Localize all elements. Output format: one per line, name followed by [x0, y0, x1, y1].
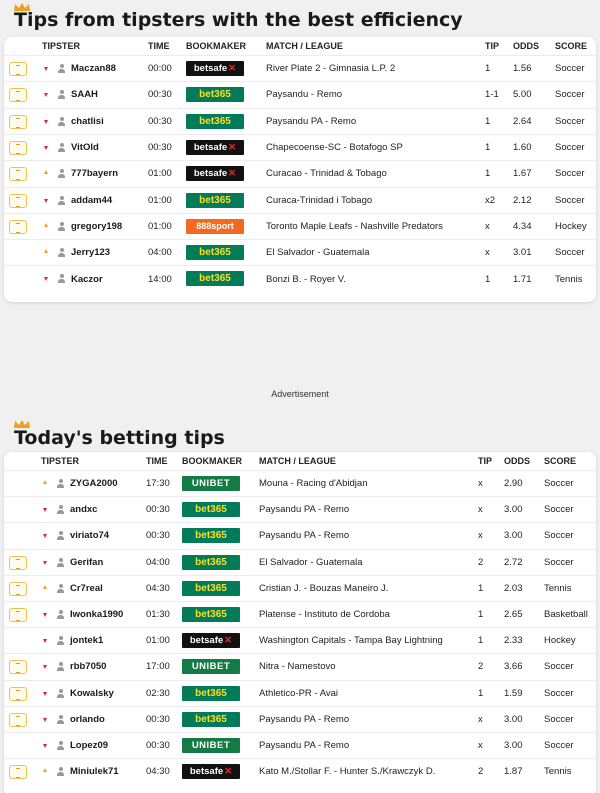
trend-down-icon	[44, 277, 48, 281]
sport-label: Soccer	[544, 504, 574, 516]
tip-time: 00:30	[148, 89, 172, 101]
user-icon	[58, 222, 65, 231]
header-match: MATCH / LEAGUE	[259, 456, 336, 466]
bookmaker-logo-bet365[interactable]	[182, 581, 240, 596]
tip-value: 1	[485, 168, 491, 180]
tip-value: x	[478, 530, 483, 542]
match-link[interactable]: Curacao - Trinidad & Tobago	[266, 168, 387, 180]
tip-time: 00:30	[146, 530, 170, 542]
tip-time: 04:00	[148, 247, 172, 259]
tipster-name[interactable]: orlando	[70, 713, 105, 725]
odds-value: 1.60	[513, 142, 532, 154]
odds-value: 1.59	[504, 687, 523, 699]
tipster-name[interactable]: Iwonka1990	[70, 609, 124, 621]
user-icon	[58, 90, 65, 99]
match-link[interactable]: Athletico-PR - Avai	[259, 687, 339, 699]
tip-time: 00:30	[146, 504, 170, 516]
bookmaker-label: bet365	[195, 713, 227, 725]
table-row[interactable]	[4, 160, 596, 186]
table-row[interactable]	[4, 213, 596, 239]
bookmaker-logo-bet365[interactable]	[182, 686, 240, 701]
sport-label: Hockey	[555, 220, 587, 232]
match-link[interactable]: Cristian J. - Bouzas Maneiro J.	[259, 582, 389, 594]
user-icon	[57, 531, 64, 540]
tip-value: x2	[485, 194, 496, 206]
header-odds: ODDS	[513, 41, 540, 51]
tip-time: 02:30	[146, 687, 170, 699]
bookmaker-logo-bet365[interactable]	[186, 193, 244, 208]
tipster-name[interactable]: rbb7050	[70, 661, 107, 673]
tip-time: 00:30	[146, 713, 170, 725]
trend-down-icon	[44, 67, 48, 71]
tipster-name[interactable]: Cr7real	[70, 582, 103, 594]
trend-down-icon	[43, 534, 47, 538]
trend-down-icon	[44, 199, 48, 203]
header-score: SCORE	[544, 456, 577, 466]
odds-value: 1.71	[513, 273, 532, 285]
header-odds: ODDS	[504, 456, 531, 466]
bookmaker-logo-unibet[interactable]	[182, 738, 240, 753]
trend-down-icon	[44, 93, 48, 97]
bookmaker-label: bet365	[195, 530, 227, 542]
today-tips-table	[4, 452, 596, 793]
bookmaker-label: betsafe	[189, 635, 224, 647]
table-row[interactable]	[4, 470, 596, 496]
sport-label: Soccer	[555, 168, 585, 180]
trend-down-icon	[43, 744, 47, 748]
tip-time: 01:00	[148, 194, 172, 206]
user-icon	[57, 636, 64, 645]
bookmaker-logo-bet365[interactable]	[182, 555, 240, 570]
table-row[interactable]	[4, 706, 596, 732]
match-link[interactable]: Nitra - Namestovo	[259, 661, 336, 673]
bookmaker-label: UNIBET	[191, 740, 231, 751]
bookmaker-label: UNIBET	[191, 661, 231, 673]
tip-value: x	[478, 504, 483, 516]
match-link[interactable]: Mouna - Racing d'Abidjan	[259, 478, 368, 490]
tip-time: 00:00	[148, 63, 172, 75]
favorite-toggle-icon[interactable]	[9, 115, 27, 129]
tipster-name[interactable]: Lopez09	[70, 740, 109, 752]
sport-label: Soccer	[544, 661, 574, 673]
bookmaker-logo-888[interactable]	[186, 219, 244, 234]
tip-time: 00:30	[148, 142, 172, 154]
bookmaker-label: betsafe	[193, 141, 228, 153]
bookmaker-logo-betsafe[interactable]	[186, 140, 244, 155]
match-link[interactable]: Paysandu PA - Remo	[259, 530, 350, 542]
header-time: TIME	[146, 456, 168, 466]
tipster-name[interactable]: Jerry123	[71, 247, 111, 259]
bookmaker-label: bet365	[195, 582, 227, 594]
sport-label: Soccer	[544, 530, 574, 542]
match-link[interactable]: El Salvador - Guatemala	[266, 247, 370, 259]
odds-value: 2.33	[504, 635, 523, 647]
bookmaker-label: bet365	[195, 504, 227, 516]
match-link[interactable]: Platense - Instituto de Cordoba	[259, 609, 390, 621]
trend-up-icon	[44, 170, 48, 174]
header-score: SCORE	[555, 41, 588, 51]
table-row[interactable]	[4, 627, 596, 653]
trend-up-icon	[43, 768, 47, 772]
odds-value: 3.01	[513, 247, 532, 259]
trend-down-icon	[43, 639, 47, 643]
bookmaker-logo-bet365[interactable]	[186, 87, 244, 102]
sport-label: Soccer	[544, 687, 574, 699]
sport-label: Soccer	[555, 194, 585, 206]
user-icon	[57, 715, 64, 724]
bookmaker-label: bet365	[195, 687, 227, 699]
table-row[interactable]	[4, 265, 596, 291]
trend-up-icon	[44, 249, 48, 253]
tip-value: x	[478, 740, 483, 752]
match-link[interactable]: Toronto Maple Leafs - Nashville Predators	[266, 220, 443, 232]
tip-time: 04:30	[146, 582, 170, 594]
match-link[interactable]: Paysandu PA - Remo	[259, 504, 350, 516]
sport-label: Soccer	[544, 556, 574, 568]
table-row[interactable]	[4, 496, 596, 522]
tipster-name[interactable]: ZYGA2000	[70, 478, 118, 490]
header-bookmaker: BOOKMAKER	[186, 41, 246, 51]
favorite-toggle-icon[interactable]	[9, 141, 27, 155]
tip-value: x	[478, 478, 483, 490]
sport-label: Soccer	[555, 142, 585, 154]
table-row[interactable]	[4, 732, 596, 758]
tip-value: x	[485, 220, 490, 232]
bookmaker-logo-bet365[interactable]	[186, 271, 244, 286]
table-row[interactable]	[4, 55, 596, 81]
odds-value: 2.72	[504, 556, 523, 568]
bookmaker-label: bet365	[199, 247, 231, 259]
trend-down-icon	[43, 508, 47, 512]
sport-label: Soccer	[544, 740, 574, 752]
table-row[interactable]	[4, 680, 596, 706]
favorite-toggle-icon[interactable]	[9, 713, 27, 727]
tip-value: 1	[485, 115, 491, 127]
bookmaker-label: bet365	[199, 273, 231, 285]
odds-value: 3.66	[504, 661, 523, 673]
sport-label: Hockey	[544, 635, 576, 647]
favorite-toggle-icon[interactable]	[9, 62, 27, 76]
odds-value: 2.64	[513, 115, 532, 127]
bookmaker-label: betsafe	[193, 168, 228, 180]
table-header	[4, 452, 596, 470]
section-title-today: Today's betting tips	[14, 427, 225, 449]
table-row[interactable]	[4, 187, 596, 213]
bookmaker-logo-betsafe[interactable]	[182, 633, 240, 648]
user-icon	[57, 767, 64, 776]
betsafe-x-icon: ✕	[224, 635, 233, 647]
sport-label: Soccer	[555, 115, 585, 127]
tip-value: 2	[478, 661, 484, 673]
tip-value: 1	[485, 63, 491, 75]
bookmaker-label: bet365	[195, 609, 227, 620]
user-icon	[57, 479, 64, 488]
tip-time: 04:30	[146, 766, 170, 778]
trend-up-icon	[44, 223, 48, 227]
table-row[interactable]	[4, 575, 596, 601]
header-tipster: TIPSTER	[42, 41, 81, 51]
tip-value: 1	[485, 142, 491, 154]
user-icon	[57, 584, 64, 593]
user-icon	[58, 196, 65, 205]
odds-value: 2.90	[504, 478, 523, 490]
efficiency-tips-table	[4, 37, 596, 302]
header-tip: TIP	[478, 456, 493, 466]
favorite-toggle-icon[interactable]	[9, 608, 27, 622]
user-icon	[58, 169, 65, 178]
bookmaker-logo-unibet[interactable]	[182, 659, 240, 674]
table-row[interactable]	[4, 758, 596, 784]
favorite-toggle-icon[interactable]	[9, 167, 27, 181]
odds-value: 2.65	[504, 609, 523, 621]
tip-value: 1	[478, 582, 484, 594]
tip-time: 00:30	[146, 740, 170, 752]
section-title-efficiency: Tips from tipsters with the best efficiency	[14, 9, 463, 31]
favorite-toggle-icon[interactable]	[9, 556, 27, 570]
table-row[interactable]	[4, 522, 596, 548]
sport-label: Tennis	[544, 582, 572, 594]
betsafe-x-icon: ✕	[228, 168, 237, 180]
tipster-name[interactable]: Kowalsky	[70, 687, 114, 699]
table-row[interactable]	[4, 601, 596, 627]
tipster-name[interactable]: Kaczor	[71, 273, 103, 285]
odds-value: 5.00	[513, 89, 532, 101]
odds-value: 1.87	[504, 766, 523, 778]
trend-down-icon	[43, 561, 47, 565]
odds-value: 3.00	[504, 504, 523, 516]
trend-down-icon	[43, 613, 47, 617]
tipster-name[interactable]: viriato74	[70, 530, 110, 542]
bookmaker-logo-betsafe[interactable]	[186, 166, 244, 181]
sport-label: Tennis	[555, 273, 583, 285]
tip-value: 2	[478, 766, 484, 778]
header-tipster: TIPSTER	[41, 456, 80, 466]
trend-down-icon	[44, 120, 48, 124]
bookmaker-label: bet365	[199, 89, 231, 101]
tip-time: 01:00	[148, 220, 172, 232]
odds-value: 2.12	[513, 194, 532, 206]
tipster-name[interactable]: Miniulek71	[70, 766, 119, 778]
odds-value: 3.00	[504, 713, 523, 725]
favorite-toggle-icon[interactable]	[9, 687, 27, 701]
bookmaker-logo-unibet[interactable]	[182, 476, 240, 491]
match-link[interactable]: Washington Capitals - Tampa Bay Lightning	[259, 635, 443, 647]
bookmaker-logo-betsafe[interactable]	[186, 61, 244, 76]
tipster-name[interactable]: Maczan88	[71, 63, 116, 75]
match-link[interactable]: Kato M./Stollar F. - Hunter S./Krawczyk D.	[259, 766, 436, 778]
bookmaker-logo-betsafe[interactable]	[182, 764, 240, 779]
tip-value: 1-1	[485, 89, 499, 101]
sport-label: Soccer	[544, 713, 574, 725]
user-icon	[57, 662, 64, 671]
tip-time: 01:00	[148, 168, 172, 180]
tip-time: 01:30	[146, 609, 170, 621]
match-link[interactable]: Chapecoense-SC - Botafogo SP	[266, 142, 403, 154]
advertisement-label: Advertisement	[271, 389, 329, 399]
match-link[interactable]: Paysandu PA - Remo	[259, 740, 350, 752]
tipster-name[interactable]: 777bayern	[71, 168, 119, 180]
tip-time: 14:00	[148, 273, 172, 285]
tipster-name[interactable]: andxc	[70, 504, 98, 516]
tipster-name[interactable]: VitOld	[71, 142, 99, 154]
bookmaker-label: betsafe	[193, 63, 228, 74]
tip-time: 04:00	[146, 556, 170, 568]
user-icon	[57, 610, 64, 619]
header-match: MATCH / LEAGUE	[266, 41, 343, 51]
tip-value: 1	[478, 609, 484, 621]
user-icon	[57, 689, 64, 698]
bookmaker-label: 888sport	[196, 221, 234, 232]
header-time: TIME	[148, 41, 170, 51]
table-header	[4, 37, 596, 55]
user-icon	[58, 117, 65, 126]
tip-value: x	[485, 247, 490, 259]
tip-value: 1	[478, 635, 484, 647]
user-icon	[58, 274, 65, 283]
bookmaker-logo-bet365[interactable]	[182, 712, 240, 727]
bookmaker-label: betsafe	[189, 766, 224, 778]
betsafe-x-icon: ✕	[228, 141, 237, 153]
bookmaker-logo-bet365[interactable]	[186, 245, 244, 260]
match-link[interactable]: Paysandu PA - Remo	[266, 115, 357, 127]
tipster-name[interactable]: gregory198	[71, 220, 123, 232]
bookmaker-label: UNIBET	[191, 478, 231, 489]
odds-value: 1.56	[513, 63, 532, 75]
bookmaker-logo-bet365[interactable]	[182, 528, 240, 543]
table-row[interactable]	[4, 549, 596, 575]
tip-time: 01:00	[146, 635, 170, 647]
tipster-name[interactable]: Gerifan	[70, 556, 104, 568]
bookmaker-logo-bet365[interactable]	[182, 607, 240, 622]
sport-label: Soccer	[544, 478, 574, 490]
sport-label: Soccer	[555, 63, 585, 75]
header-tip: TIP	[485, 41, 500, 51]
user-icon	[58, 64, 65, 73]
trend-down-icon	[44, 146, 48, 150]
tip-time: 17:30	[146, 478, 170, 490]
favorite-toggle-icon[interactable]	[9, 88, 27, 102]
table-row[interactable]	[4, 134, 596, 160]
sport-label: Soccer	[555, 247, 585, 259]
odds-value: 2.03	[504, 582, 523, 594]
trend-down-icon	[43, 718, 47, 722]
favorite-toggle-icon[interactable]	[9, 220, 27, 234]
match-link[interactable]: Paysandu PA - Remo	[259, 713, 350, 725]
tip-value: 2	[478, 556, 484, 568]
match-link[interactable]: El Salvador - Guatemala	[259, 556, 363, 568]
odds-value: 4.34	[513, 220, 532, 232]
user-icon	[57, 741, 64, 750]
tipster-name[interactable]: SAAH	[71, 89, 98, 101]
user-icon	[58, 248, 65, 257]
match-link[interactable]: Paysandu - Remo	[266, 89, 343, 101]
trend-up-icon	[43, 585, 47, 589]
match-link[interactable]: Curaca-Trinidad i Tobago	[266, 194, 373, 206]
trend-up-icon	[43, 480, 47, 484]
match-link[interactable]: Bonzi B. - Royer V.	[266, 273, 346, 285]
favorite-toggle-icon[interactable]	[9, 765, 27, 779]
trend-down-icon	[43, 665, 47, 669]
bookmaker-label: bet365	[199, 194, 231, 206]
header-bookmaker: BOOKMAKER	[182, 456, 242, 466]
sport-label: Tennis	[544, 766, 572, 778]
table-row[interactable]	[4, 108, 596, 134]
match-link[interactable]: River Plate 2 - Gimnasia L.P. 2	[266, 63, 396, 75]
betsafe-x-icon: ✕	[224, 766, 233, 778]
tip-time: 17:00	[146, 661, 170, 673]
user-icon	[58, 143, 65, 152]
tipster-name[interactable]: jontek1	[70, 635, 104, 647]
table-row[interactable]	[4, 239, 596, 265]
tip-value: 1	[485, 273, 491, 285]
user-icon	[57, 505, 64, 514]
sport-label: Basketball	[544, 609, 588, 621]
table-row[interactable]	[4, 81, 596, 107]
tip-time: 00:30	[148, 115, 172, 127]
tip-value: x	[478, 713, 483, 725]
tipster-name[interactable]: addam44	[71, 194, 113, 206]
tip-value: 1	[478, 687, 484, 699]
table-row[interactable]	[4, 653, 596, 679]
favorite-toggle-icon[interactable]	[9, 660, 27, 674]
betsafe-x-icon: ✕	[228, 63, 237, 74]
odds-value: 3.00	[504, 740, 523, 752]
trend-down-icon	[43, 692, 47, 696]
bookmaker-label: bet365	[195, 556, 227, 568]
bookmaker-logo-bet365[interactable]	[186, 114, 244, 129]
odds-value: 1.67	[513, 168, 532, 180]
user-icon	[57, 558, 64, 567]
bookmaker-label: bet365	[199, 115, 231, 127]
odds-value: 3.00	[504, 530, 523, 542]
bookmaker-logo-bet365[interactable]	[182, 502, 240, 517]
sport-label: Soccer	[555, 89, 585, 101]
favorite-toggle-icon[interactable]	[9, 582, 27, 596]
favorite-toggle-icon[interactable]	[9, 194, 27, 208]
tipster-name[interactable]: chatlisi	[71, 115, 104, 127]
